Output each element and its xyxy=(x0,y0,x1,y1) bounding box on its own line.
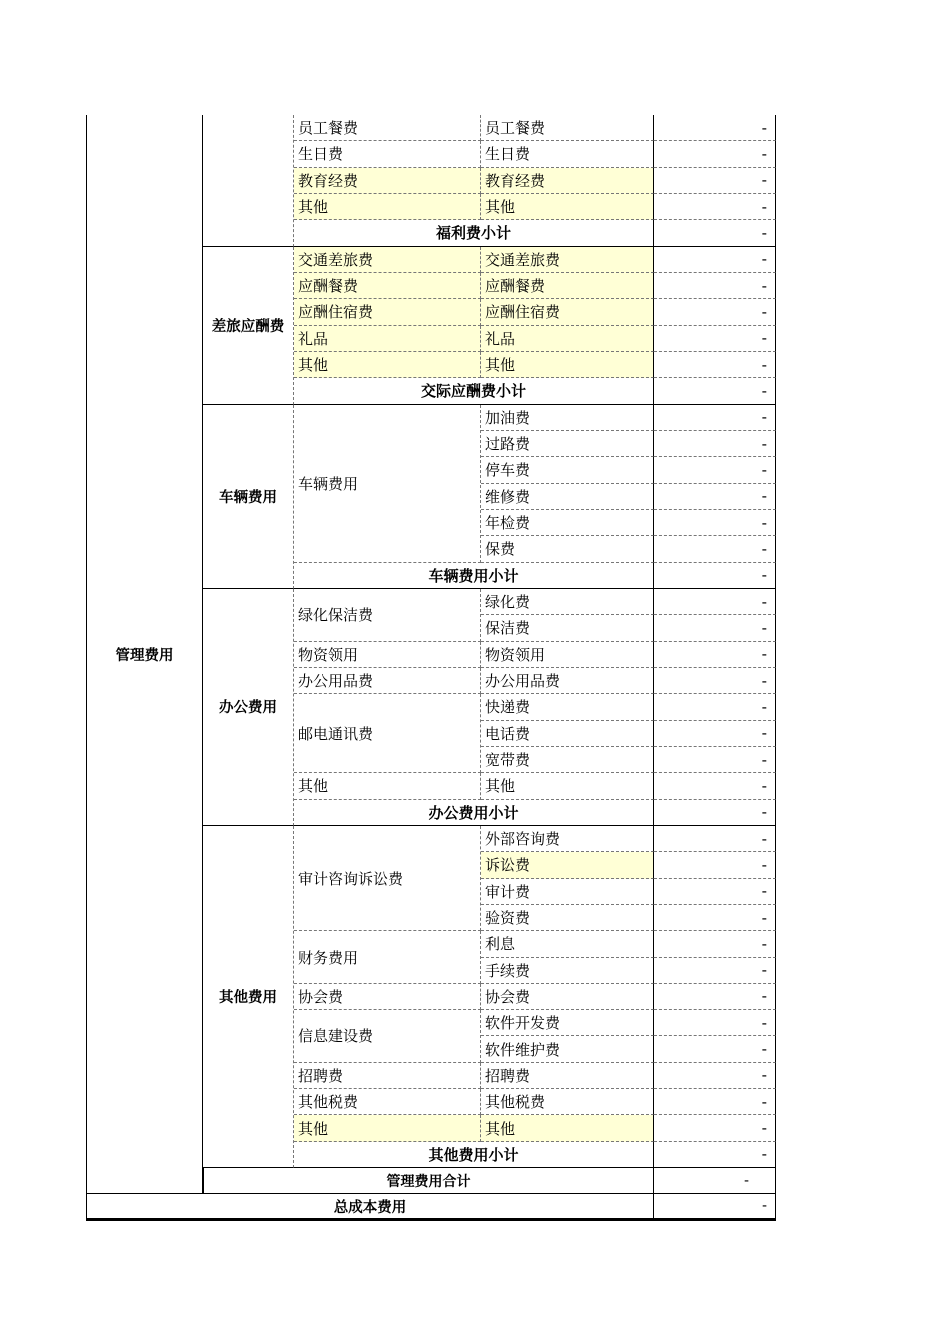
category-label xyxy=(203,115,294,247)
management-total-value[interactable]: - xyxy=(654,1168,776,1194)
grand-total-label: 总成本费用 xyxy=(86,1194,654,1220)
detail-cell: 过路费 xyxy=(481,431,654,457)
detail-cell: 软件维护费 xyxy=(481,1036,654,1062)
detail-cell: 物资领用 xyxy=(481,642,654,668)
subtotal-label: 车辆费用小计 xyxy=(294,563,654,589)
detail-cell: 员工餐费 xyxy=(481,115,654,141)
management-total-label: 管理费用合计 xyxy=(203,1168,654,1194)
detail-cell: 交通差旅费 xyxy=(481,247,654,273)
detail-cell: 手续费 xyxy=(481,958,654,984)
detail-cell: 招聘费 xyxy=(481,1063,654,1089)
amount-cell[interactable]: - xyxy=(654,747,776,773)
detail-cell: 保费 xyxy=(481,536,654,562)
detail-cell: 其他税费 xyxy=(481,1089,654,1115)
amount-cell[interactable]: - xyxy=(654,457,776,483)
amount-cell[interactable]: - xyxy=(654,958,776,984)
group-label: 招聘费 xyxy=(294,1063,481,1089)
amount-cell[interactable]: - xyxy=(654,299,776,325)
item-cell: 交通差旅费 xyxy=(294,247,481,273)
detail-cell: 软件开发费 xyxy=(481,1010,654,1036)
amount-cell[interactable]: - xyxy=(654,1115,776,1141)
amount-cell[interactable]: - xyxy=(654,1036,776,1062)
group-label: 车辆费用 xyxy=(294,405,481,563)
amount-cell[interactable]: - xyxy=(654,931,776,957)
detail-cell: 其他 xyxy=(481,352,654,378)
detail-cell: 应酬餐费 xyxy=(481,273,654,299)
group-label: 邮电通讯费 xyxy=(294,694,481,773)
detail-cell: 快递费 xyxy=(481,694,654,720)
subtotal-value[interactable]: - xyxy=(654,563,776,589)
amount-cell[interactable]: - xyxy=(654,115,776,141)
item-cell: 员工餐费 xyxy=(294,115,481,141)
detail-cell: 办公用品费 xyxy=(481,668,654,694)
group-label: 其他 xyxy=(294,1115,481,1141)
amount-cell[interactable]: - xyxy=(654,352,776,378)
group-label: 协会费 xyxy=(294,984,481,1010)
amount-cell[interactable]: - xyxy=(654,536,776,562)
detail-cell: 其他 xyxy=(481,1115,654,1141)
amount-cell[interactable]: - xyxy=(654,826,776,852)
group-label: 信息建设费 xyxy=(294,1010,481,1063)
grand-total-value[interactable]: - xyxy=(654,1194,776,1220)
category-label: 其他费用 xyxy=(203,826,294,1168)
detail-cell: 外部咨询费 xyxy=(481,826,654,852)
subtotal-label: 办公费用小计 xyxy=(294,800,654,826)
amount-cell[interactable]: - xyxy=(654,1063,776,1089)
group-label: 办公用品费 xyxy=(294,668,481,694)
detail-cell: 电话费 xyxy=(481,721,654,747)
group-label: 物资领用 xyxy=(294,642,481,668)
amount-cell[interactable]: - xyxy=(654,879,776,905)
amount-cell[interactable]: - xyxy=(654,1010,776,1036)
detail-cell: 其他 xyxy=(481,194,654,220)
amount-cell[interactable]: - xyxy=(654,168,776,194)
group-label: 绿化保洁费 xyxy=(294,589,481,642)
item-cell: 其他 xyxy=(294,352,481,378)
amount-cell[interactable]: - xyxy=(654,141,776,167)
amount-cell[interactable]: - xyxy=(654,510,776,536)
item-cell: 教育经费 xyxy=(294,168,481,194)
amount-cell[interactable]: - xyxy=(654,326,776,352)
item-cell: 生日费 xyxy=(294,141,481,167)
subtotal-value[interactable]: - xyxy=(654,1142,776,1168)
amount-cell[interactable]: - xyxy=(654,431,776,457)
detail-cell: 绿化费 xyxy=(481,589,654,615)
amount-cell[interactable]: - xyxy=(654,247,776,273)
amount-cell[interactable]: - xyxy=(654,484,776,510)
amount-cell[interactable]: - xyxy=(654,694,776,720)
amount-cell[interactable]: - xyxy=(654,1089,776,1115)
subtotal-label: 福利费小计 xyxy=(294,220,654,246)
amount-cell[interactable]: - xyxy=(654,194,776,220)
amount-cell[interactable]: - xyxy=(654,273,776,299)
subtotal-value[interactable]: - xyxy=(654,800,776,826)
subtotal-label: 交际应酬费小计 xyxy=(294,378,654,404)
item-cell: 应酬住宿费 xyxy=(294,299,481,325)
detail-cell: 应酬住宿费 xyxy=(481,299,654,325)
group-label: 财务费用 xyxy=(294,931,481,984)
amount-cell[interactable]: - xyxy=(654,615,776,641)
detail-cell: 验资费 xyxy=(481,905,654,931)
detail-cell: 停车费 xyxy=(481,457,654,483)
amount-cell[interactable]: - xyxy=(654,984,776,1010)
subtotal-value[interactable]: - xyxy=(654,378,776,404)
detail-cell: 维修费 xyxy=(481,484,654,510)
detail-cell: 诉讼费 xyxy=(481,852,654,878)
detail-cell: 利息 xyxy=(481,931,654,957)
detail-cell: 教育经费 xyxy=(481,168,654,194)
detail-cell: 审计费 xyxy=(481,879,654,905)
category-label: 车辆费用 xyxy=(203,405,294,589)
group-label: 审计咨询诉讼费 xyxy=(294,826,481,931)
amount-cell[interactable]: - xyxy=(654,905,776,931)
item-cell: 应酬餐费 xyxy=(294,273,481,299)
category-label: 办公费用 xyxy=(203,589,294,826)
detail-cell: 保洁费 xyxy=(481,615,654,641)
subtotal-label: 其他费用小计 xyxy=(294,1142,654,1168)
detail-cell: 生日费 xyxy=(481,141,654,167)
detail-cell: 礼品 xyxy=(481,326,654,352)
category-label: 差旅应酬费 xyxy=(203,247,294,405)
amount-cell[interactable]: - xyxy=(654,589,776,615)
subtotal-value[interactable]: - xyxy=(654,220,776,246)
amount-cell[interactable]: - xyxy=(654,721,776,747)
expense-table xyxy=(86,115,776,1221)
amount-cell[interactable]: - xyxy=(654,642,776,668)
detail-cell: 宽带费 xyxy=(481,747,654,773)
group-label: 其他税费 xyxy=(294,1089,481,1115)
amount-cell[interactable]: - xyxy=(654,773,776,799)
amount-cell[interactable]: - xyxy=(654,405,776,431)
group-label: 其他 xyxy=(294,773,481,799)
item-cell: 其他 xyxy=(294,194,481,220)
detail-cell: 加油费 xyxy=(481,405,654,431)
detail-cell: 协会费 xyxy=(481,984,654,1010)
item-cell: 礼品 xyxy=(294,326,481,352)
amount-cell[interactable]: - xyxy=(654,852,776,878)
detail-cell: 其他 xyxy=(481,773,654,799)
amount-cell[interactable]: - xyxy=(654,668,776,694)
detail-cell: 年检费 xyxy=(481,510,654,536)
top-category-label: 管理费用 xyxy=(86,115,203,1194)
